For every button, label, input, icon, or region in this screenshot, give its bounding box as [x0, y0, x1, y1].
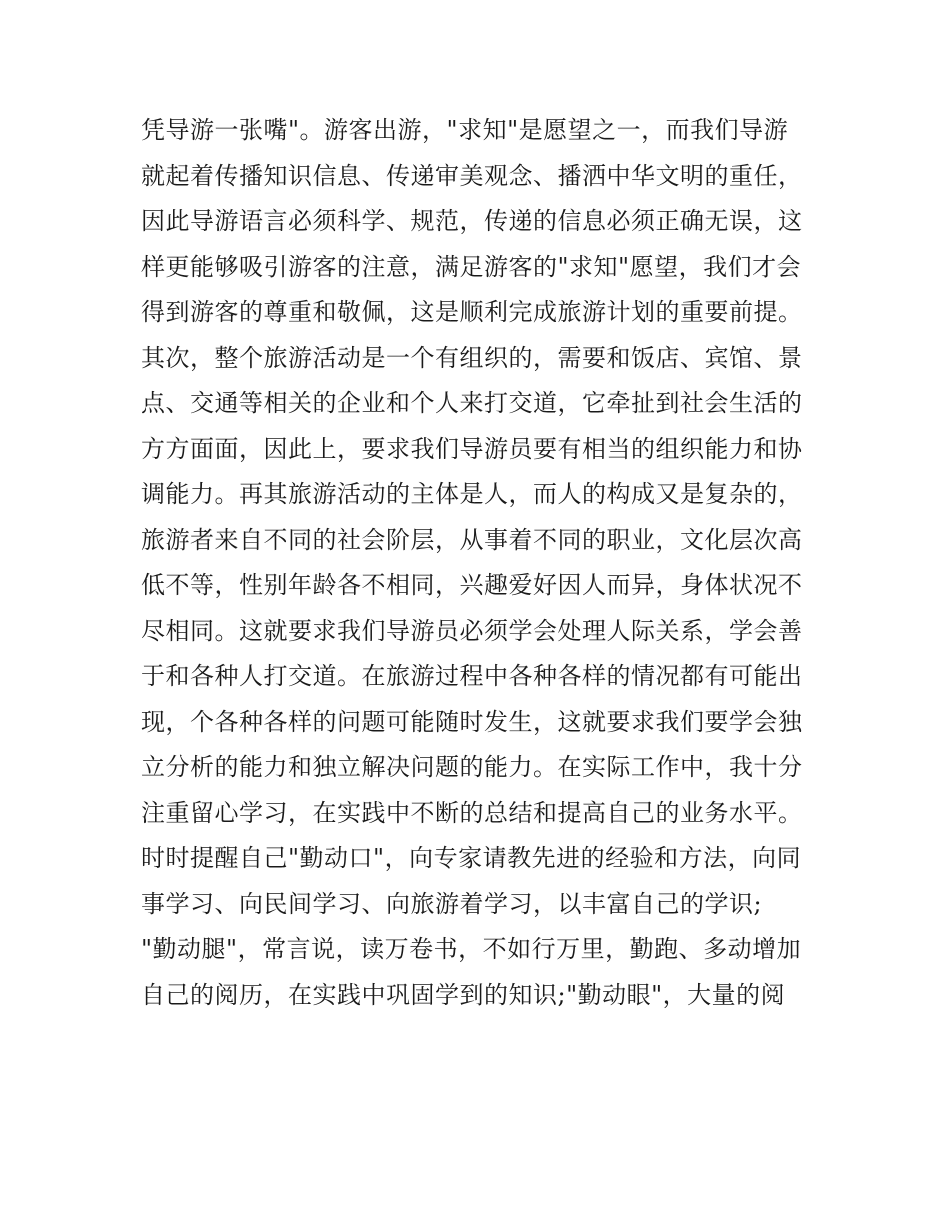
body-text [141, 108, 821, 1018]
text-line: 因此导游语言必须科学、规范，传递的信息必须正确无误，这 [141, 207, 803, 235]
text-line: 凭导游一张嘴"。游客出游，"求知"是愿望之一，而我们导游 [141, 116, 789, 144]
text-line: 旅游者来自不同的社会阶层，从事着不同的职业，文化层次高 [141, 525, 803, 554]
text-line: 自己的阅历，在实践中巩固学到的知识;"勤动眼"，大量的阅 [141, 980, 786, 1009]
text-line: 立分析的能力和独立解决问题的能力。在实际工作中，我十分 [141, 753, 803, 781]
text-line: 得到游客的尊重和敬佩，这是顺利完成旅游计划的重要前提。 [141, 298, 803, 326]
text-line: 现，个各种各样的问题可能随时发生，这就要求我们要学会独 [141, 707, 803, 736]
text-line: 其次，整个旅游活动是一个有组织的，需要和饭店、宾馆、景 [141, 343, 803, 372]
text-line: 方方面面，因此上，要求我们导游员要有相当的组织能力和协 [141, 434, 803, 463]
text-line: 样更能够吸引游客的注意，满足游客的"求知"愿望，我们才会 [141, 252, 802, 281]
text-line: 注重留心学习，在实践中不断的总结和提高自己的业务水平。 [141, 798, 803, 827]
text-line: 低不等，性别年龄各不相同，兴趣爱好因人而异，身体状况不 [141, 571, 803, 599]
text-line: 时时提醒自己"勤动口"，向专家请教先进的经验和方法，向同 [141, 844, 802, 872]
text-line: "勤动腿"，常言说，读万卷书，不如行万里，勤跑、多动增加 [141, 935, 802, 963]
text-line: 调能力。再其旅游活动的主体是人，而人的构成又是复杂的， [141, 480, 803, 508]
text-line: 事学习、向民间学习、向旅游着学习，以丰富自己的学识; [141, 889, 763, 918]
text-line: 于和各种人打交道。在旅游过程中各种各样的情况都有可能出 [141, 662, 803, 690]
text-line: 点、交通等相关的企业和个人来打交道，它牵扯到社会生活的 [141, 389, 803, 417]
text-line: 就起着传播知识信息、传递审美观念、播洒中华文明的重任， [141, 161, 803, 190]
text-line: 尽相同。这就要求我们导游员必须学会处理人际关系，学会善 [141, 616, 803, 645]
